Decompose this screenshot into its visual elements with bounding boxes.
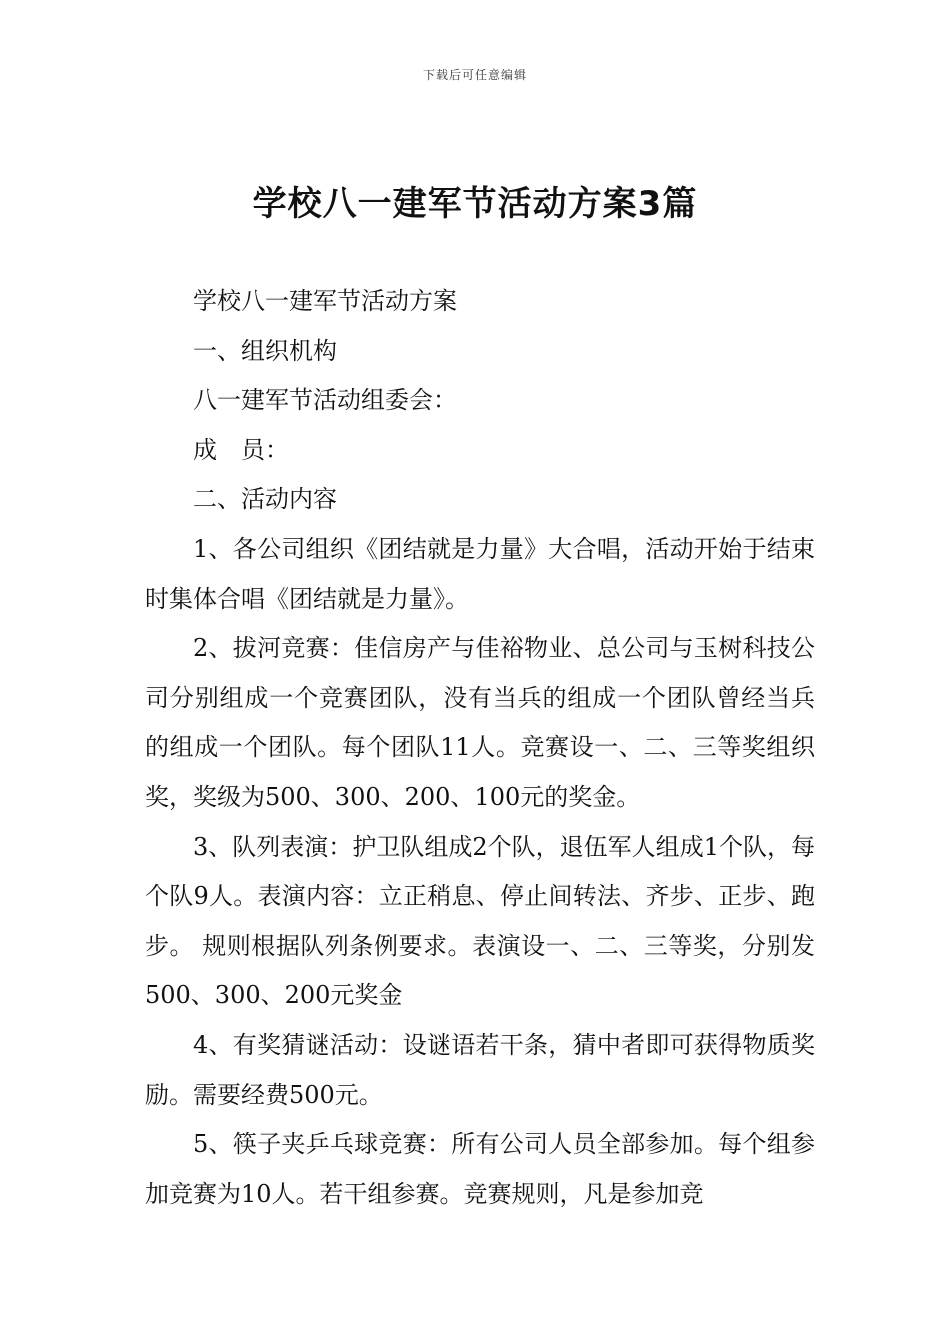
document-title: 学校八一建军节活动方案3篇 xyxy=(252,184,698,224)
paragraph-committee: 八一建军节活动组委会： xyxy=(193,386,457,415)
paragraph-members: 成 员： xyxy=(193,435,289,464)
page-header-note: 下载后可任意编辑 xyxy=(422,68,527,82)
paragraph-item-1: 1、各公司组织《团结就是力量》大合唱，活动开始于结束时集体合唱《团结就是力量》。 xyxy=(145,534,815,613)
paragraph-organization-heading: 一、组织机构 xyxy=(193,336,337,365)
paragraph-item-2: 2、拔河竞赛：佳信房产与佳裕物业、总公司与玉树科技公司分别组成一个竞赛团队，没有当兵的组成一个团队曾经当兵的组成一个团队。每个团队11人。竞赛设一、二、三等奖组织奖，奖级为500、300、200、100元的奖金。 xyxy=(145,634,815,811)
paragraph-item-4: 4、有奖猜谜活动：设谜语若干条，猜中者即可获得物质奖励。需要经费500元。 xyxy=(145,1030,815,1109)
paragraph-item-5: 5、筷子夹乒乓球竞赛：所有公司人员全部参加。每个组参加竞赛为10人。若干组参赛。竞赛规则，凡是参加竞 xyxy=(145,1130,815,1208)
paragraph-content-heading: 二、活动内容 xyxy=(193,485,337,514)
document-body xyxy=(145,277,815,1219)
paragraph-section-heading: 学校八一建军节活动方案 xyxy=(193,287,457,315)
paragraph-item-3: 3、队列表演：护卫队组成2个队，退伍军人组成1个队，每个队9人。表演内容：立正稍息、停止间转法、齐步、正步、跑步。 规则根据队列条例要求。表演设一、二、三等奖，分别发500、300、200元奖金 xyxy=(145,832,815,1010)
